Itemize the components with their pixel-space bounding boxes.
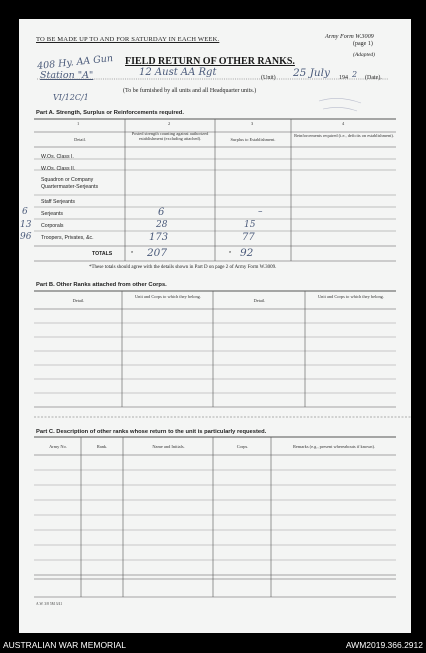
totals-asterisk-2: * <box>229 251 232 257</box>
part-a-header-reinforcements: Reinforcements required (i.e., deficits on establishment). <box>294 133 394 138</box>
totals-note: *These totals should agree with the details shown in Part D on page 2 of Army Form W.3009. <box>89 265 277 270</box>
print-code: A.W. 3/8 5M 3/41 <box>36 602 63 606</box>
part-b-header-detail-1: Detail. <box>72 298 85 303</box>
part-b-header-detail-2: Detail. <box>253 298 266 303</box>
furnished-note: (To be furnished by all units and all Headquarter units.) <box>123 88 257 94</box>
part-a-header-surplus: Surplus to Establishment. <box>230 137 276 142</box>
posted-corporals: 28 <box>156 220 168 230</box>
handwritten-unit-line1: 408 Hy. AA Gun <box>36 53 114 72</box>
part-c-header-remarks: Remarks (e.g., present whereabouts if known). <box>292 444 376 449</box>
year-prefix: 194 <box>339 75 348 81</box>
total-posted: 207 <box>147 247 168 259</box>
footer-accession-number: AWM2019.366.2912 <box>345 640 423 650</box>
handwritten-reference: VI/12C/1 <box>53 93 89 102</box>
totals-label: TOTALS <box>92 251 113 257</box>
part-c-header-corps: Corps. <box>236 444 249 449</box>
handwritten-date: 25 July <box>293 67 330 79</box>
posted-serjeants: 6 <box>158 207 165 218</box>
surplus-serjeants: – <box>258 207 263 217</box>
unit-label: (Unit) <box>261 75 276 81</box>
adapted-note: (Adapted) <box>353 52 375 58</box>
part-a-col-number-2: 2 <box>168 121 171 126</box>
part-b-heading: Part B. Other Ranks attached from other Corps. <box>36 282 167 288</box>
part-c-header-army-no: Army No. <box>49 444 67 449</box>
form-number: Army Form W.3009 <box>325 33 374 40</box>
handwritten-unit-line2: Station "A" <box>40 70 94 81</box>
part-c-header-rank: Rank. <box>96 444 108 449</box>
row-label-wo-class-2: W.Os. Class II. <box>41 166 76 172</box>
footer-institution: AUSTRALIAN WAR MEMORIAL <box>3 640 126 650</box>
surplus-troopers: 77 <box>242 232 255 243</box>
part-a-col-number-4: 4 <box>342 121 345 126</box>
part-c-header-name: Name and Initials. <box>152 444 185 449</box>
margin-troopers: 96 <box>20 232 32 242</box>
row-label-wo-class-1: W.Os. Class I. <box>41 154 74 160</box>
date-label: (Date). <box>365 75 382 81</box>
handwritten-unit-name: 12 Aust AA Rgt <box>139 67 217 78</box>
form-page <box>19 19 411 633</box>
part-a-col-number-1: 1 <box>77 121 80 126</box>
row-label-staff-serjeants: Staff Serjeants <box>41 199 75 205</box>
total-surplus: 92 <box>240 247 254 259</box>
surplus-corporals: 15 <box>244 220 256 230</box>
part-c-heading: Part C. Description of other ranks whose return to the unit is particularly requested. <box>36 429 267 435</box>
margin-corporals: 13 <box>20 220 32 230</box>
part-b-header-unit-2: Unit and Corps to which they belong. <box>318 294 384 299</box>
part-a-header-detail: Detail. <box>74 137 86 142</box>
part-a-heading: Part A. Strength, Surplus or Reinforcements required. <box>36 110 184 116</box>
posted-troopers: 173 <box>149 232 169 243</box>
part-b-header-unit-1: Unit and Corps to which they belong. <box>135 294 201 299</box>
row-label-troopers: Troopers, Privates, &c. <box>41 235 94 241</box>
part-a-header-posted: Posted strength counting against authorized establishment (excluding attached). <box>131 131 209 142</box>
part-a-col-number-3: 3 <box>251 121 254 126</box>
margin-serjeants: 6 <box>22 207 28 217</box>
form-title: FIELD RETURN OF OTHER RANKS. <box>125 56 295 67</box>
totals-asterisk-1: * <box>131 251 134 257</box>
handwritten-year: 2 <box>352 70 358 79</box>
row-label-corporals: Corporals <box>41 223 64 229</box>
top-note: TO BE MADE UP TO AND FOR SATURDAY IN EACH WEEK. <box>36 36 220 43</box>
row-label-cqms: Squadron or Company Quartermaster-Serjeants <box>41 177 99 190</box>
row-label-serjeants: Serjeants <box>41 211 63 217</box>
page-number: (page 1) <box>353 41 373 47</box>
